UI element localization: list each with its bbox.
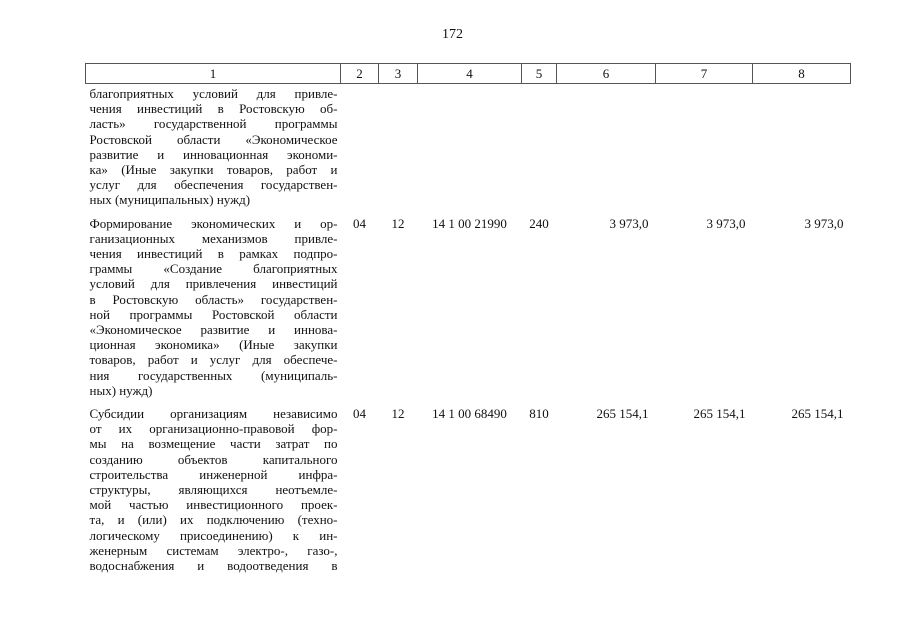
budget-table xyxy=(85,63,851,578)
column-header: 1 xyxy=(86,64,341,84)
description-line: Ростовской области «Экономическое xyxy=(89,131,338,147)
section-code: 04 xyxy=(353,406,366,422)
column-header: 3 xyxy=(379,64,418,84)
description-line: от их организационно-правовой фор- xyxy=(89,421,338,437)
description-line: чения инвестиций в рамках подпро- xyxy=(89,246,338,262)
description-line: ганизационных механизмов привле- xyxy=(89,230,338,246)
section-code: 04 xyxy=(353,215,366,231)
amount-col-6 xyxy=(557,84,656,213)
description-line: развитие и инновационная экономи- xyxy=(89,146,338,162)
subsection-code: 12 xyxy=(391,406,405,422)
target-article-code: 14 1 00 68490 xyxy=(432,406,507,422)
target-article-code: 14 1 00 21990 xyxy=(432,215,507,231)
expense-type-code: 810 xyxy=(529,406,549,422)
table-row xyxy=(86,213,851,403)
description-line: та, и (или) их подключению (техно- xyxy=(89,512,338,528)
column-header: 7 xyxy=(656,64,753,84)
description-line: женерным системам электро-, газо-, xyxy=(89,542,338,558)
row-description xyxy=(86,84,341,213)
column-header: 5 xyxy=(522,64,557,84)
description-line: логическому присоединению) к ин- xyxy=(89,527,338,543)
description-line: ния государственных (муниципаль- xyxy=(89,367,338,383)
column-header: 2 xyxy=(341,64,379,84)
description-line: ных) нужд) xyxy=(89,382,153,398)
target-article-code xyxy=(418,84,522,213)
description-line: водоснабжения и водоотведения в xyxy=(89,558,338,574)
amount-col-6: 3 973,0 xyxy=(609,215,649,231)
description-line: ционная экономика» (Иные закупки xyxy=(89,337,338,353)
expense-type-code: 240 xyxy=(529,215,549,231)
column-number-header-row xyxy=(86,64,851,84)
page-number: 172 xyxy=(442,27,463,42)
expense-type-code xyxy=(522,84,557,213)
description-line: созданию объектов капитального xyxy=(89,451,338,467)
description-line: в Ростовскую область» государствен- xyxy=(89,291,338,307)
description-line: мой частью инвестиционного проек- xyxy=(89,497,338,513)
amount-col-8 xyxy=(753,84,851,213)
description-line: Формирование экономических и ор- xyxy=(89,215,338,231)
description-line: структуры, являющихся неотъемле- xyxy=(89,482,338,498)
description-line: ласть» государственной программы xyxy=(89,116,338,132)
description-line: чения инвестиций в Ростовскую об- xyxy=(89,101,338,117)
column-header: 6 xyxy=(557,64,656,84)
table-row xyxy=(86,403,851,578)
amount-col-7 xyxy=(656,84,753,213)
table-row xyxy=(86,84,851,213)
amount-col-6: 265 154,1 xyxy=(596,406,649,422)
description-line: ных (муниципальных) нужд) xyxy=(89,192,251,208)
column-header: 4 xyxy=(418,64,522,84)
description-line: мы на возмещение части затрат по xyxy=(89,436,338,452)
description-line: «Экономическое развитие и иннова- xyxy=(89,322,338,338)
amount-col-7: 265 154,1 xyxy=(693,406,746,422)
table-body xyxy=(86,84,851,579)
section-code xyxy=(341,84,379,213)
description-line: граммы «Создание благоприятных xyxy=(89,261,338,277)
description-line: ка» (Иные закупки товаров, работ и xyxy=(89,162,338,178)
subsection-code xyxy=(379,84,418,213)
amount-col-7: 3 973,0 xyxy=(706,215,746,231)
description-line: условий для привлечения инвестиций xyxy=(89,276,338,292)
column-header: 8 xyxy=(753,64,851,84)
description-line: строительства инженерной инфра- xyxy=(89,466,338,482)
description-line: товаров, работ и услуг для обеспече- xyxy=(89,352,338,368)
subsection-code: 12 xyxy=(391,215,405,231)
amount-col-8: 3 973,0 xyxy=(804,215,844,231)
description-line: ной программы Ростовской области xyxy=(89,306,338,322)
row-description xyxy=(86,213,341,403)
description-line: благоприятных условий для привле- xyxy=(89,86,338,101)
description-line: Субсидии организациям независимо xyxy=(89,406,338,422)
amount-col-8: 265 154,1 xyxy=(791,406,844,422)
row-description xyxy=(86,403,341,578)
description-line: услуг для обеспечения государствен- xyxy=(89,177,338,193)
